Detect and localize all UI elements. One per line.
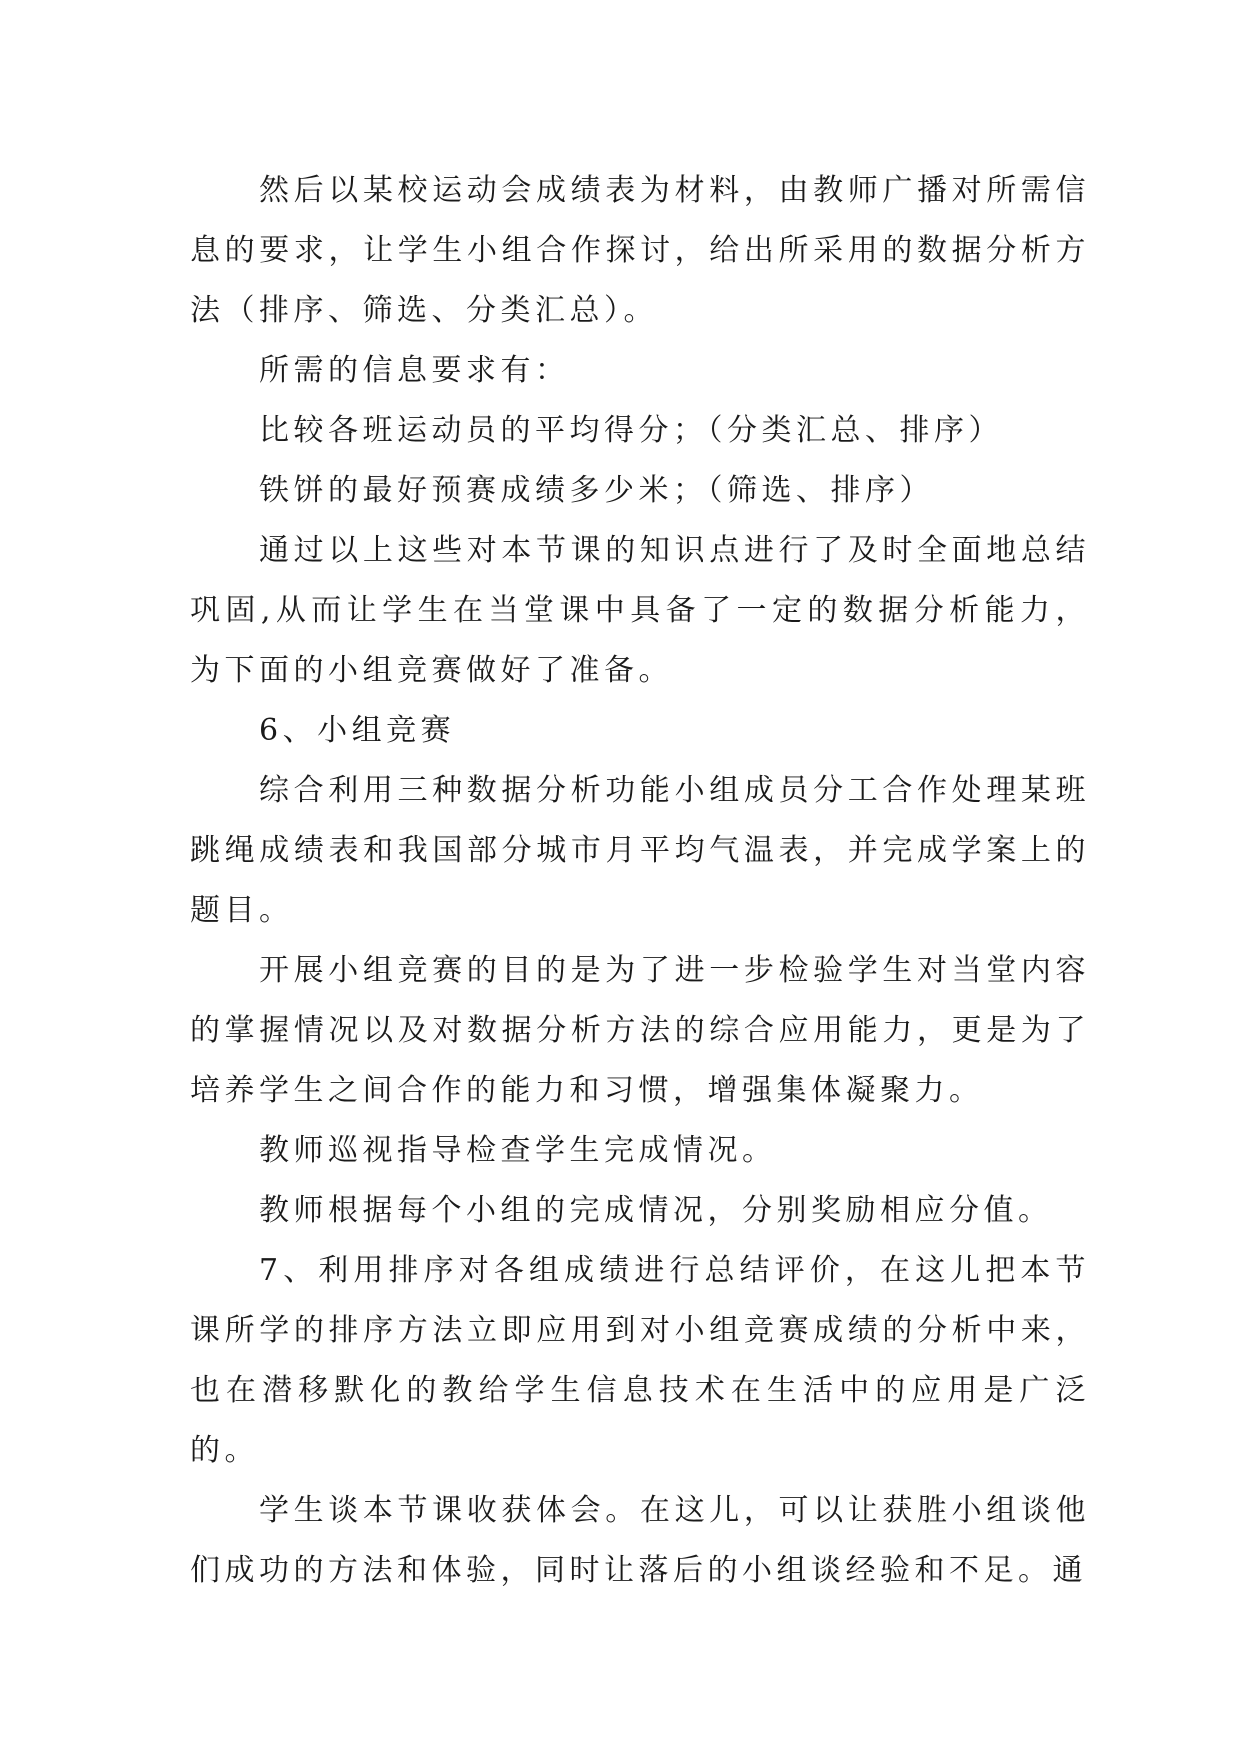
paragraph-3: 比较各班运动员的平均得分；（分类汇总、排序） <box>259 413 1003 448</box>
paragraph-4: 铁饼的最好预赛成绩多少米；（筛选、排序） <box>259 473 934 508</box>
section-heading-6: 6、小组竞赛 <box>259 713 456 748</box>
paragraph-1: 然后以某校运动会成绩表为材料，由教师广播对所需信息的要求，让学生小组合作探讨，给出所采用的数据分析方法（排序、筛选、分类汇总）。 <box>190 173 1090 328</box>
paragraph-10: 教师根据每个小组的完成情况，分别奖励相应分值。 <box>259 1193 1053 1228</box>
document-body <box>190 161 1090 1601</box>
paragraph-12: 学生谈本节课收获体会。在这儿，可以让获胜小组谈他们成功的方法和体验，同时让落后的小组谈经验和不足。通 <box>190 1493 1090 1588</box>
paragraph-8: 开展小组竞赛的目的是为了进一步检验学生对当堂内容的掌握情况以及对数据分析方法的综合应用能力，更是为了培养学生之间合作的能力和习惯，增强集体凝聚力。 <box>190 953 1090 1108</box>
paragraph-7: 综合利用三种数据分析功能小组成员分工合作处理某班跳绳成绩表和我国部分城市月平均气温表，并完成学案上的题目。 <box>190 773 1090 928</box>
paragraph-9: 教师巡视指导检查学生完成情况。 <box>259 1133 777 1168</box>
paragraph-2: 所需的信息要求有： <box>259 353 570 388</box>
paragraph-5: 通过以上这些对本节课的知识点进行了及时全面地总结巩固,从而让学生在当堂课中具备了一定的数据分析能力，为下面的小组竞赛做好了准备。 <box>190 533 1090 688</box>
paragraph-11: 7、利用排序对各组成绩进行总结评价，在这儿把本节课所学的排序方法立即应用到对小组竞赛成绩的分析中来，也在潜移默化的教给学生信息技术在生活中的应用是广泛的。 <box>190 1253 1090 1468</box>
